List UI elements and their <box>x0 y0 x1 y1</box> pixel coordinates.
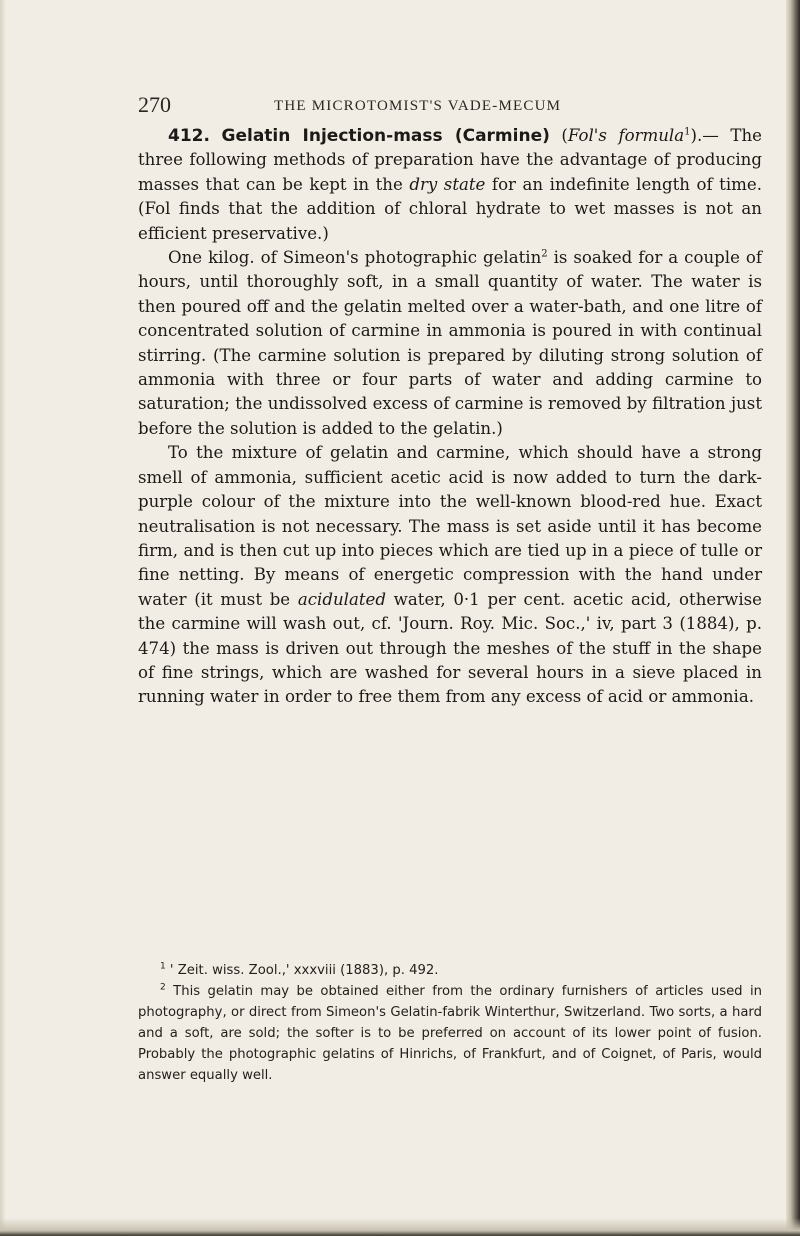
section-number: 412. <box>168 126 210 146</box>
book-page-edge <box>786 0 800 1236</box>
paragraph-2 <box>138 246 762 441</box>
paragraph-3-text-a: To the mixture of gelatin and carmine, which should have a strong smell of ammonia, sufficient acetic acid is now added to turn the dark-purple colour of the mixture into the well-known blood-red hue. Exact neutralisation is not necessary. The mass is set aside until it has become firm, and is then cut up into pieces which are tied up in a piece of tulle or fine netting. By means of energetic compression with the hand under water (it must be <box>138 443 762 609</box>
footnotes <box>138 960 762 1086</box>
footnote-1-text: ' Zeit. wiss. Zool.,' xxxviii (1883), p. 492. <box>165 963 439 978</box>
paragraph-3 <box>138 441 762 709</box>
page-number: 270 <box>138 92 171 117</box>
footnote-ref-1: 1 <box>684 126 691 138</box>
paragraph-1-text-a: The three following methods of preparation have the advantage of producing masses that can be kept in the <box>138 126 762 194</box>
running-head <box>138 92 778 122</box>
footnote-2-text: This gelatin may be obtained either from the ordinary furnishers of articles used in photography, or direct from Simeon's Gelatin-fabrik Winterthur, Switzerland. Two sorts, a hard and a soft, are sold; the softer is to be preferred on account of its lower point of fusion. Probably the photographic gelatins of Hinrichs, of Frankfurt, and of Coignet, of Paris, would answer equally well. <box>138 984 762 1083</box>
heading-close: ).— <box>690 126 719 145</box>
page-bottom-shadow <box>0 1218 800 1236</box>
body-text <box>138 124 762 710</box>
footnote-1-marker: 1 <box>160 961 166 972</box>
footnote-2-marker: 2 <box>160 982 166 993</box>
paragraph-1 <box>138 124 762 246</box>
paragraph-2-text-a: One kilog. of Simeon's photographic gelatin <box>168 248 542 268</box>
formula-name: Fol's formula <box>567 126 685 145</box>
footnote-ref-2: 2 <box>541 248 548 260</box>
paragraph-3-text-b: water, 0·1 per cent. acetic acid, otherwise the carmine will wash out, cf. 'Journ. Roy. Mic. Soc.,' iv, part 3 (1884), p. 474) the mass is driven out through the meshes of the stuff in the shape of fine strings, which are washed for several hours in a sieve placed in running water in order to free them from any excess of acid or ammonia. <box>138 589 762 707</box>
heading-paren-open: ( <box>549 126 568 145</box>
paragraph-1-italic: dry state <box>409 174 486 194</box>
running-title: THE MICROTOMIST'S VADE-MECUM <box>274 98 562 114</box>
paragraph-3-italic: acidulated <box>297 589 386 609</box>
section-heading: Gelatin Injection-mass (Carmine) <box>221 126 550 146</box>
paragraph-2-text-b: is soaked for a couple of hours, until thoroughly soft, in a small quantity of water. The water is then poured off and the gelatin melted over a water-bath, and one litre of concentrated solution of carmine in ammonia is poured in with continual stirring. (The carmine solution is prepared by diluting strong solution of ammonia with three or four parts of water and adding carmine to saturation; the undissolved excess of carmine is removed by filtration just before the solution is added to the gelatin.) <box>138 248 762 438</box>
page-left-shadow <box>0 0 6 1236</box>
paragraph-1-text-b: for an indefinite length of time. (Fol finds that the addition of chloral hydrate to wet masses is not an efficient preservative.) <box>138 174 762 243</box>
footnote-2 <box>138 981 762 1086</box>
footnote-1 <box>138 960 762 981</box>
